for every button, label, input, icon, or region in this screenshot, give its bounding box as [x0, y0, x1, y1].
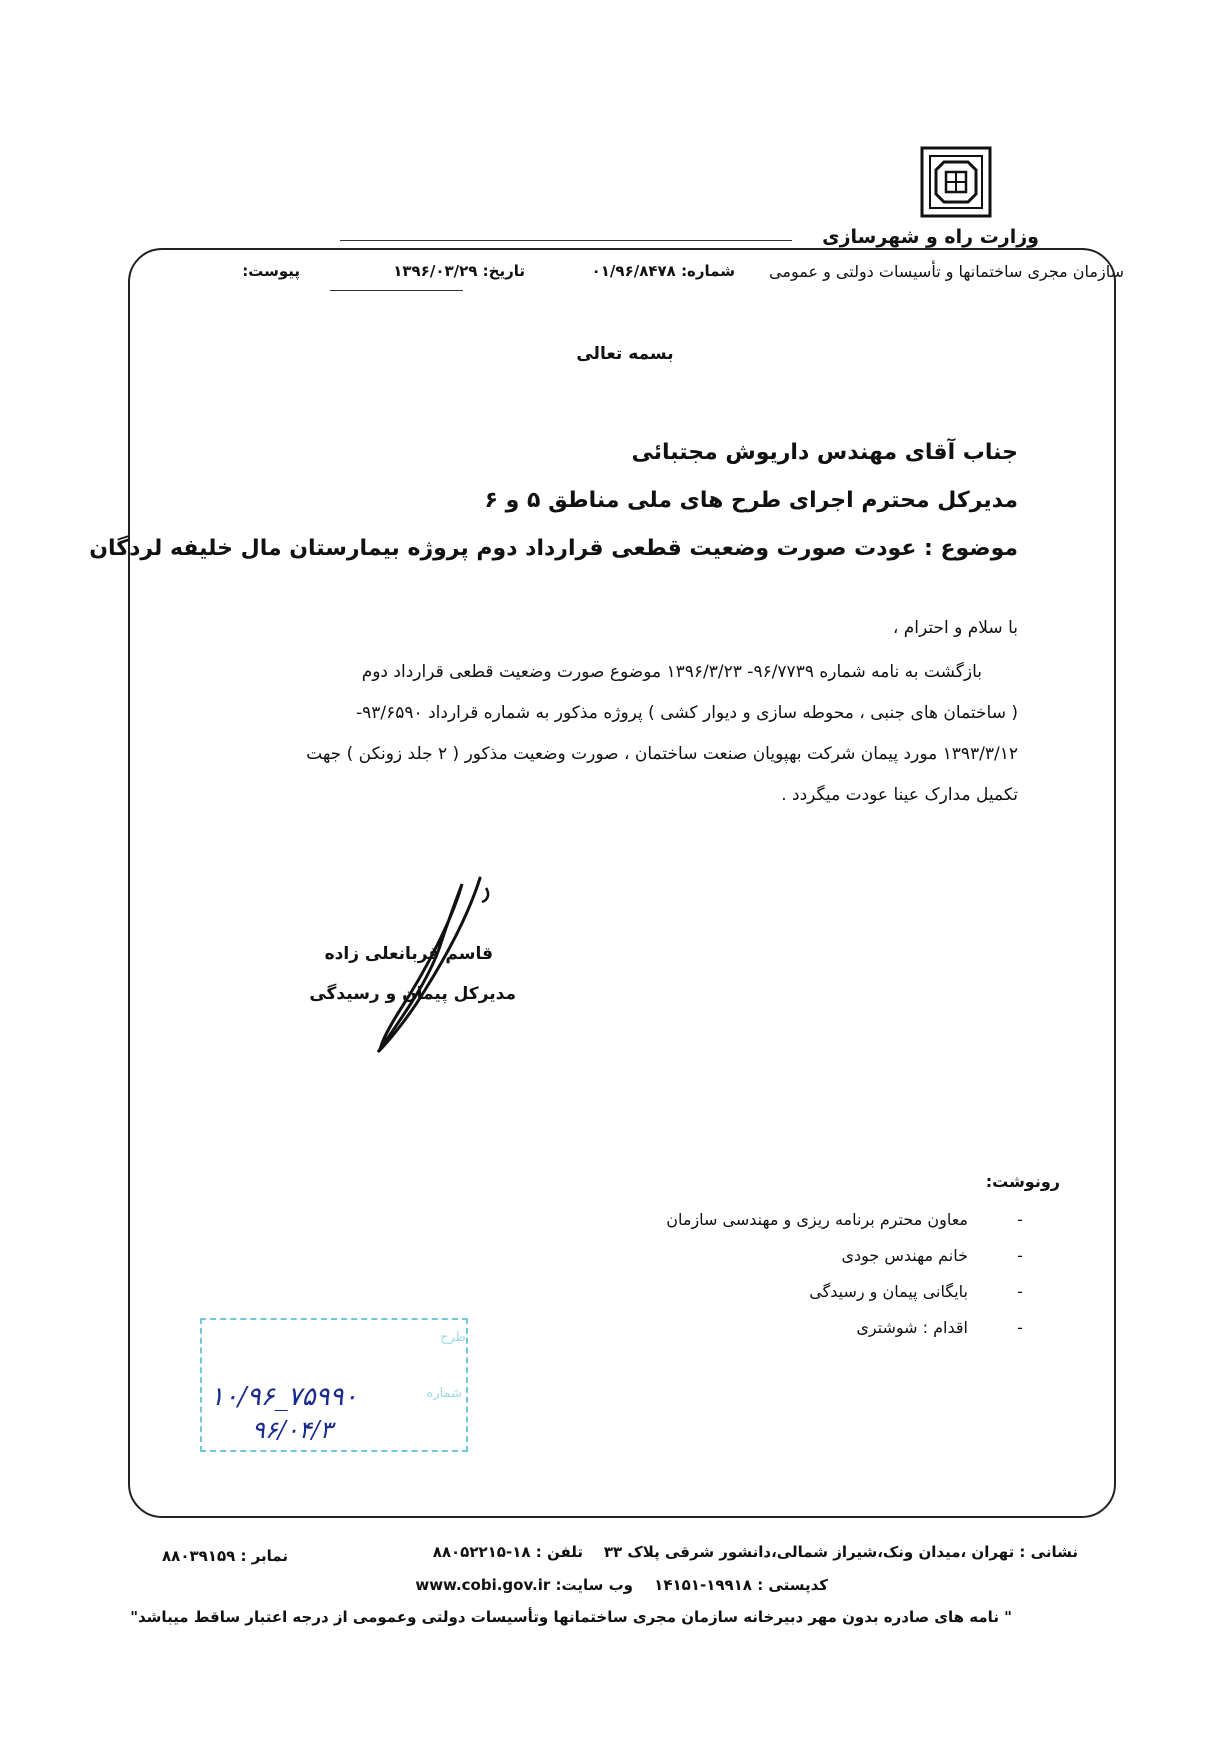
body-line: ( ساختمان های جنبی ، محوطه سازی و دیوار کشی ) پروژه مذکور به شماره قرارداد ۹۳/۶۵۹۰- — [356, 703, 1018, 723]
cc-title: رونوشت: — [985, 1172, 1060, 1191]
letter-date-label: تاریخ: — [482, 262, 525, 280]
footer-website: وب سایت: www.cobi.gov.ir — [415, 1576, 633, 1594]
cc-dash: - — [1017, 1210, 1023, 1229]
footer-address: نشانی : تهران ،میدان ونک،شیراز شمالی،دانشور شرقی پلاک ۳۳ — [603, 1543, 1078, 1561]
bismillah: بسمه تعالی — [576, 344, 674, 364]
greeting: با سلام و احترام ، — [892, 618, 1018, 638]
organization-name: سازمان مجری ساختمانها و تأسیسات دولتی و عمومی — [769, 262, 1124, 281]
cc-item-text: خانم مهندس جودی — [841, 1246, 968, 1265]
cc-dash: - — [1017, 1282, 1023, 1301]
cc-item-text: بایگانی پیمان و رسیدگی — [809, 1282, 968, 1301]
addressee-title: مدیرکل محترم اجرای طرح های ملی مناطق ۵ و ۶ — [484, 488, 1018, 513]
cc-item — [841, 1246, 1032, 1265]
footer-postal-code: کدپستی : ۱۹۹۱۸-۱۴۱۵۱ — [654, 1576, 828, 1594]
footer-note: " نامه های صادره بدون مهر دبیرخانه سازمان مجری ساختمانها وتأسیسات دولتی وعمومی از درجه اعتبار ساقط میباشد" — [130, 1608, 1012, 1626]
cc-item — [856, 1318, 1032, 1337]
handwritten-signature — [330, 870, 500, 1060]
body-line: بازگشت به نامه شماره ۹۶/۷۷۳۹- ۱۳۹۶/۳/۲۳ موضوع صورت وضعیت قطعی قرارداد دوم — [361, 662, 982, 682]
subject-line: موضوع : عودت صورت وضعیت قطعی قرارداد دوم پروژه بیمارستان مال خلیفه لردگان — [89, 536, 1018, 561]
footer-fax: نمابر : ۸۸۰۳۹۱۵۹ — [162, 1547, 288, 1565]
cc-item — [809, 1282, 1032, 1301]
body-line: تکمیل مدارک عینا عودت میگردد . — [781, 785, 1018, 805]
ministry-logo-icon — [920, 146, 992, 218]
letter-number-value: ۰۱/۹۶/۸۴۷۸ — [591, 262, 676, 280]
stamp-registration-number: ۱۰/۹۶_۷۵۹۹۰ — [210, 1382, 358, 1412]
stamp-faint-text: شماره — [426, 1386, 462, 1401]
cc-item-text: اقدام : شوشتری — [856, 1318, 968, 1337]
header-divider — [340, 240, 792, 241]
cc-item — [666, 1210, 1032, 1229]
attachment-label: پیوست: — [242, 262, 300, 280]
cc-dash: - — [1017, 1318, 1023, 1337]
ministry-name: وزارت راه و شهرسازی — [822, 226, 1039, 248]
stamp-faint-text: طرح — [440, 1330, 466, 1345]
letter-date-value: ۱۳۹۶/۰۳/۲۹ — [393, 262, 478, 280]
letter-number-label: شماره: — [681, 262, 735, 280]
cc-dash: - — [1017, 1246, 1023, 1265]
signer-name: قاسم قربانعلی زاده — [324, 944, 493, 964]
footer-phone: تلفن : ۱۸-۸۸۰۵۲۲۱۵ — [432, 1543, 583, 1561]
body-line: ۱۳۹۳/۳/۱۲ مورد پیمان شرکت بهپویان صنعت ساختمان ، صورت وضعیت مذکور ( ۲ جلد زونکن ) جهت — [306, 744, 1018, 764]
cc-item-text: معاون محترم برنامه ریزی و مهندسی سازمان — [666, 1210, 968, 1229]
signer-title: مدیرکل پیمان و رسیدگی — [309, 984, 516, 1004]
addressee: جناب آقای مهندس داریوش مجتبائی — [631, 440, 1018, 465]
stamp-date: ۹۶/۰۴/۳ — [252, 1416, 333, 1444]
letter-body — [200, 652, 1018, 816]
